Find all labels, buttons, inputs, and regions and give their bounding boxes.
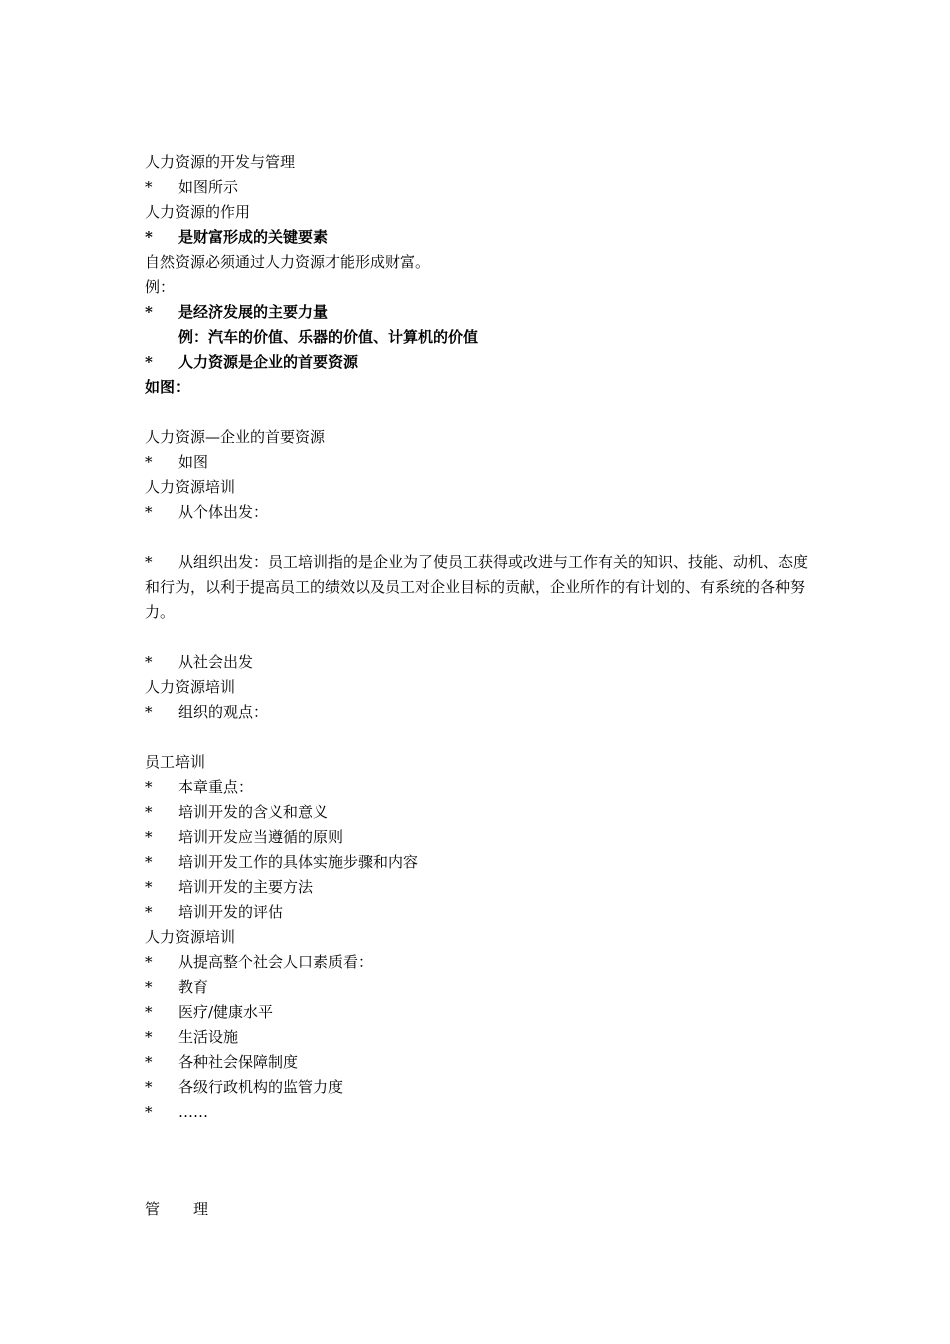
bullet-text: 各级行政机构的监管力度 — [178, 1078, 344, 1096]
bullet-text: 从组织出发：员工培训指的是企业为了使员工获得或改进与工作有关的知识、技能、动机、态度和行为，以利于提高员工的绩效以及员工对企业目标的贡献，企业所作的有计划的、有系统的各种努力。 — [145, 553, 809, 621]
bullet-text: 教育 — [178, 978, 209, 996]
bullet-text: 从提高整个社会人口素质看： — [178, 953, 374, 971]
bullet-marker: * — [145, 1003, 153, 1021]
bullet-marker: * — [145, 878, 153, 896]
bullet-text: 本章重点： — [178, 778, 254, 796]
bullet-marker: * — [145, 453, 153, 471]
bullet-item — [145, 700, 268, 725]
heading-text: 人力资源的开发与管理 — [145, 153, 296, 171]
heading-text: 人力资源—企业的首要资源 — [145, 428, 326, 446]
list-item — [145, 1100, 208, 1125]
bullet-text: 是经济发展的主要力量 — [178, 303, 329, 321]
heading-first-resource — [145, 425, 325, 450]
body-text — [145, 375, 190, 400]
bullet-marker: * — [145, 1053, 153, 1071]
heading-hr-development — [145, 150, 295, 175]
bullet-text: 生活设施 — [178, 1028, 239, 1046]
bullet-marker: * — [145, 703, 153, 721]
bullet-marker: * — [145, 853, 153, 871]
heading-hr-role — [145, 200, 250, 225]
bullet-text: 如图所示 — [178, 178, 239, 196]
body-text — [145, 250, 430, 275]
bullet-marker: * — [145, 653, 153, 671]
list-item — [145, 1000, 273, 1025]
bullet-marker: * — [145, 803, 153, 821]
bullet-text: 组织的观点： — [178, 703, 269, 721]
bullet-item — [145, 350, 358, 375]
bullet-marker: * — [145, 1103, 153, 1121]
heading-text: 人力资源的作用 — [145, 203, 251, 221]
bullet-text: 如图 — [178, 453, 209, 471]
bullet-marker: * — [145, 178, 153, 196]
heading-hr-training — [145, 475, 235, 500]
bullet-marker: * — [145, 228, 153, 246]
heading-hr-training — [145, 925, 235, 950]
body-text — [145, 275, 175, 300]
heading-text: 人力资源培训 — [145, 678, 236, 696]
bullet-marker: * — [145, 953, 153, 971]
bullet-text: 培训开发的主要方法 — [178, 878, 314, 896]
bullet-item — [145, 650, 253, 675]
footer-left-char: 管 — [145, 1200, 161, 1218]
bullet-item — [145, 175, 238, 200]
bullet-item — [145, 225, 328, 250]
bullet-text: 各种社会保障制度 — [178, 1053, 299, 1071]
bullet-text: 人力资源是企业的首要资源 — [178, 353, 359, 371]
body-text-content: 例：汽车的价值、乐器的价值、计算机的价值 — [178, 328, 479, 346]
bullet-text: …… — [178, 1103, 208, 1121]
bullet-text: 培训开发的含义和意义 — [178, 803, 329, 821]
list-item — [145, 1025, 238, 1050]
heading-text: 员工培训 — [145, 753, 206, 771]
bullet-text: 从社会出发 — [178, 653, 254, 671]
bullet-marker: * — [145, 1078, 153, 1096]
bullet-item — [145, 450, 208, 475]
bullet-item — [145, 500, 268, 525]
bullet-marker: * — [145, 903, 153, 921]
bullet-marker: * — [145, 828, 153, 846]
bullet-text: 医疗/健康水平 — [178, 1003, 274, 1021]
bullet-paragraph — [145, 550, 810, 625]
list-item — [145, 875, 313, 900]
bullet-marker: * — [145, 978, 153, 996]
heading-text: 人力资源培训 — [145, 928, 236, 946]
bullet-text: 培训开发应当遵循的原则 — [178, 828, 344, 846]
list-item — [145, 850, 418, 875]
list-item — [145, 975, 208, 1000]
bullet-marker: * — [145, 553, 153, 571]
bullet-text: 从个体出发： — [178, 503, 269, 521]
bullet-marker: * — [145, 353, 153, 371]
bullet-marker: * — [145, 303, 153, 321]
list-item — [145, 775, 253, 800]
body-text-content: 如图： — [145, 378, 191, 396]
list-item — [145, 825, 343, 850]
bullet-text: 培训开发的评估 — [178, 903, 284, 921]
list-item — [145, 800, 328, 825]
list-item — [145, 950, 373, 975]
indented-example — [145, 325, 478, 350]
bullet-marker: * — [145, 503, 153, 521]
heading-text: 人力资源培训 — [145, 478, 236, 496]
bullet-marker: * — [145, 1028, 153, 1046]
bullet-marker: * — [145, 778, 153, 796]
list-item — [145, 1075, 343, 1100]
footer-management — [145, 1197, 208, 1222]
body-text-content: 例： — [145, 278, 176, 296]
footer-right-char: 理 — [193, 1200, 209, 1218]
heading-hr-training — [145, 675, 235, 700]
bullet-text: 培训开发工作的具体实施步骤和内容 — [178, 853, 419, 871]
bullet-item — [145, 300, 328, 325]
heading-staff-training — [145, 750, 205, 775]
list-item — [145, 1050, 298, 1075]
bullet-text: 是财富形成的关键要素 — [178, 228, 329, 246]
body-text-content: 自然资源必须通过人力资源才能形成财富。 — [145, 253, 431, 271]
list-item — [145, 900, 283, 925]
